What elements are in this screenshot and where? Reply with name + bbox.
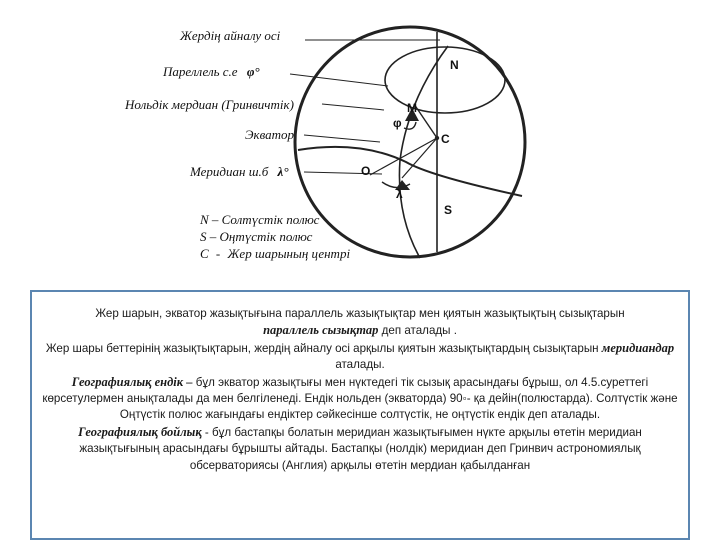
- point-lambda: λ: [396, 187, 403, 201]
- paragraph-meridians: [40, 340, 680, 374]
- meridian-symbol: λ°: [277, 164, 289, 179]
- meridian-label-text: Меридиан ш.б: [190, 164, 269, 179]
- meridians-text-b: аталады.: [335, 358, 385, 372]
- center-point: [435, 136, 439, 140]
- parallels-text-b: деп аталады .: [378, 324, 457, 338]
- legend-center-key: C: [200, 246, 209, 261]
- point-m: M: [407, 101, 417, 115]
- legend-north-text: Солтүстік полюс: [221, 212, 320, 227]
- paragraph-latitude: [40, 374, 680, 424]
- legend-south-key: S: [200, 229, 207, 244]
- equator-label: Экватор: [245, 127, 295, 142]
- meridian-label: [190, 164, 289, 180]
- legend-center-text: Жер шарының центрі: [227, 246, 351, 261]
- point-n: N: [450, 58, 459, 72]
- point-c: C: [441, 132, 450, 146]
- parallel-symbol: φ°: [246, 64, 260, 79]
- legend-north-dash: –: [211, 212, 219, 227]
- longitude-text: - бұл бастапқы болатын меридиан жазықтығымен нүкте арқылы өтетін меридиан жазықтығының арасындағы бұрышты айтады. Бастапқы (нолдік) меридиан деп Гринвич астрономиялық обсерваториясы (Англия) арқылы өтетін мердиан қабылданған: [79, 425, 642, 472]
- definitions-textbox: [30, 290, 690, 540]
- globe-outline: [295, 27, 525, 257]
- point-phi: φ: [393, 116, 402, 130]
- parallels-text-a: Жер шарын, экватор жазықтығына параллель жазықтықтар мен қиятын жазықтықтың сызықтарын: [95, 307, 625, 320]
- legend-south: [200, 229, 312, 245]
- point-s: S: [444, 203, 453, 217]
- equator-curve: [298, 147, 522, 196]
- latitude-term: Географиялық ендік –: [71, 374, 193, 389]
- meridians-text-a: Жер шары беттерінің жазықтықтарын, жердің айналу осі арқылы қиятын жазықтықтардың сызықтарын: [45, 341, 602, 355]
- paragraph-longitude: [40, 424, 680, 474]
- legend-north: [200, 212, 319, 228]
- legend-center: [200, 246, 350, 262]
- equator-leader: [304, 135, 380, 142]
- point-o: O: [361, 164, 371, 178]
- parallel-label: [163, 64, 260, 80]
- meridians-term: меридиандар: [601, 340, 675, 355]
- latitude-text: бұл экватор жазықтығы мен нүктедегі тік сызық арасындағы бұрыш, ол 4.5.суреттегі көрсетулермен анықталады да мен белгіленеді. Ендік нольден (экваторда) 90◦- қа дейін(полюстарда). Солтүстік және Оңтүстік полюс жағындағы ендіктер сәйкесінше солтүстік, не оңтүстік ендік деп аталады.: [42, 375, 678, 422]
- legend-center-dash: -: [215, 246, 221, 261]
- legend-north-key: N: [200, 212, 209, 227]
- latitude-arc: [404, 122, 416, 129]
- longitude-term: Географиялық бойлық: [78, 424, 202, 439]
- parallel-label-text: Пареллель с.е: [163, 64, 238, 79]
- parallel-circle: [385, 47, 505, 113]
- meridian-zero-leader: [322, 104, 384, 110]
- legend-south-dash: –: [209, 229, 217, 244]
- parallels-term: параллель сызықтар: [263, 323, 379, 338]
- prime-meridian-label: Нольдік мердиан (Гринвичтік): [125, 97, 294, 112]
- axis-label: Жердің айналу осі: [180, 28, 281, 43]
- parallel-leader: [290, 74, 388, 86]
- prime-meridian-curve: [399, 46, 448, 258]
- paragraph-parallels: [40, 306, 680, 340]
- legend-south-text: Оңтүстік полюс: [219, 229, 313, 244]
